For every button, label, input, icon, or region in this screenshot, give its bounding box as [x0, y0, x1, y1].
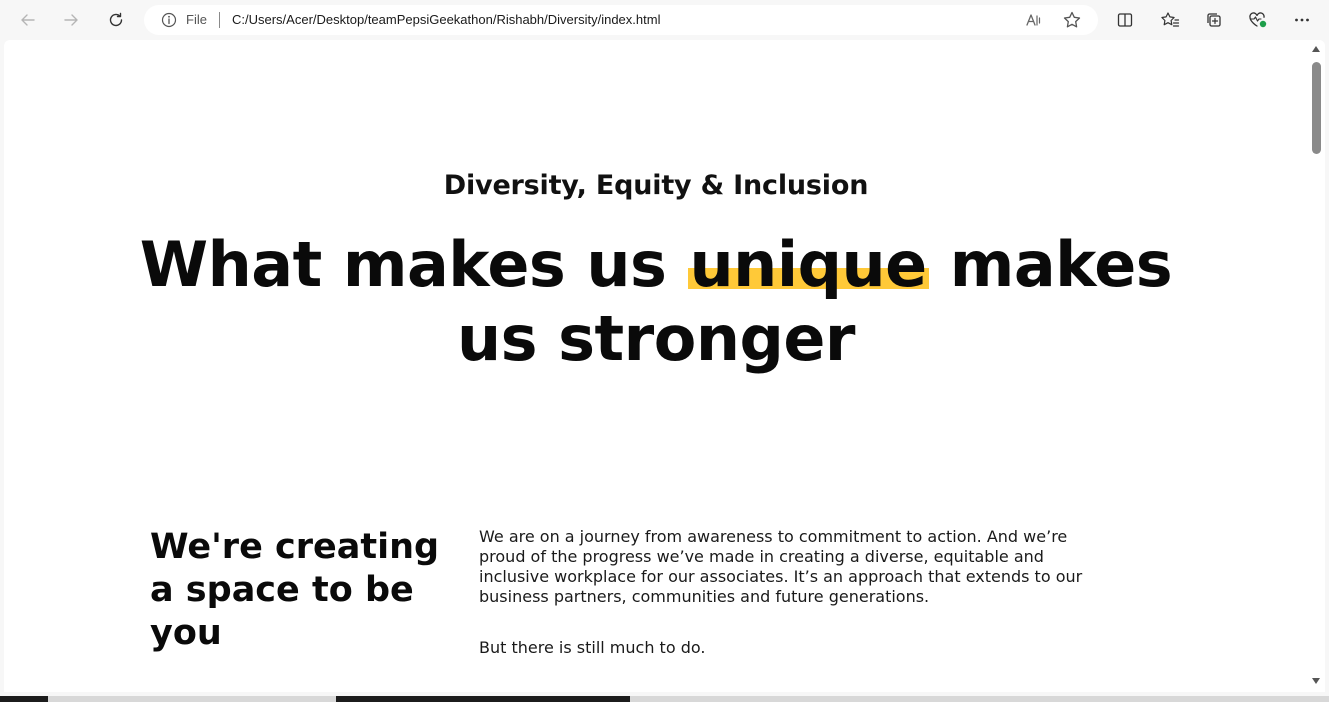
heart-pulse-icon — [1248, 11, 1268, 29]
collections-icon — [1205, 11, 1223, 29]
more-horizontal-icon — [1293, 11, 1311, 29]
split-screen-icon — [1116, 11, 1134, 29]
headline-highlight: unique — [689, 228, 927, 301]
address-separator — [219, 12, 220, 28]
arrow-right-icon — [62, 11, 80, 29]
section-heading: We're creating a space to be you — [150, 527, 440, 653]
favorites-icon — [1160, 11, 1180, 29]
section-eyebrow: Diversity, Equity & Inclusion — [443, 170, 869, 201]
browser-essentials-button[interactable] — [1244, 6, 1272, 34]
refresh-button[interactable] — [102, 6, 130, 34]
favorite-star-icon[interactable] — [1062, 10, 1082, 30]
collections-button[interactable] — [1200, 6, 1228, 34]
split-screen-button[interactable] — [1111, 6, 1139, 34]
favorites-button[interactable] — [1156, 6, 1184, 34]
taskbar-segment — [48, 696, 336, 702]
intro-paragraph: We are on a journey from awareness to commitment to action. And we’re proud of the progress we’ve made in creating a diverse, equitable and inclusive workplace for our associates. It’s an approach that extends to our business partners, communities and future generations. — [479, 527, 1083, 606]
headline-part-before: What makes us — [139, 228, 688, 301]
arrow-left-icon — [19, 11, 37, 29]
read-aloud-icon[interactable] — [1025, 11, 1043, 29]
refresh-icon — [107, 11, 125, 29]
address-url[interactable]: C:/Users/Acer/Desktop/teamPepsiGeekathon/Rishabh/Diversity/index.html — [232, 12, 661, 27]
page-viewport — [4, 40, 1325, 692]
taskbar-segment — [630, 696, 1329, 702]
taskbar — [0, 696, 1329, 702]
back-button[interactable] — [14, 6, 42, 34]
page-content — [4, 40, 1308, 692]
hero-headline — [104, 228, 1208, 376]
address-bar[interactable] — [144, 5, 1098, 35]
secondary-paragraph: But there is still much to do. — [479, 638, 706, 657]
browser-toolbar — [0, 0, 1329, 40]
headline-part-after: makes us stronger — [457, 228, 1173, 375]
settings-menu-button[interactable] — [1288, 6, 1316, 34]
vertical-scrollbar[interactable] — [1308, 40, 1325, 692]
scrollbar-thumb[interactable] — [1312, 62, 1321, 154]
scroll-down-arrow-icon[interactable] — [1312, 678, 1320, 684]
scroll-up-arrow-icon[interactable] — [1312, 46, 1320, 52]
info-icon[interactable] — [161, 12, 177, 28]
address-scheme: File — [186, 12, 207, 27]
forward-button[interactable] — [57, 6, 85, 34]
